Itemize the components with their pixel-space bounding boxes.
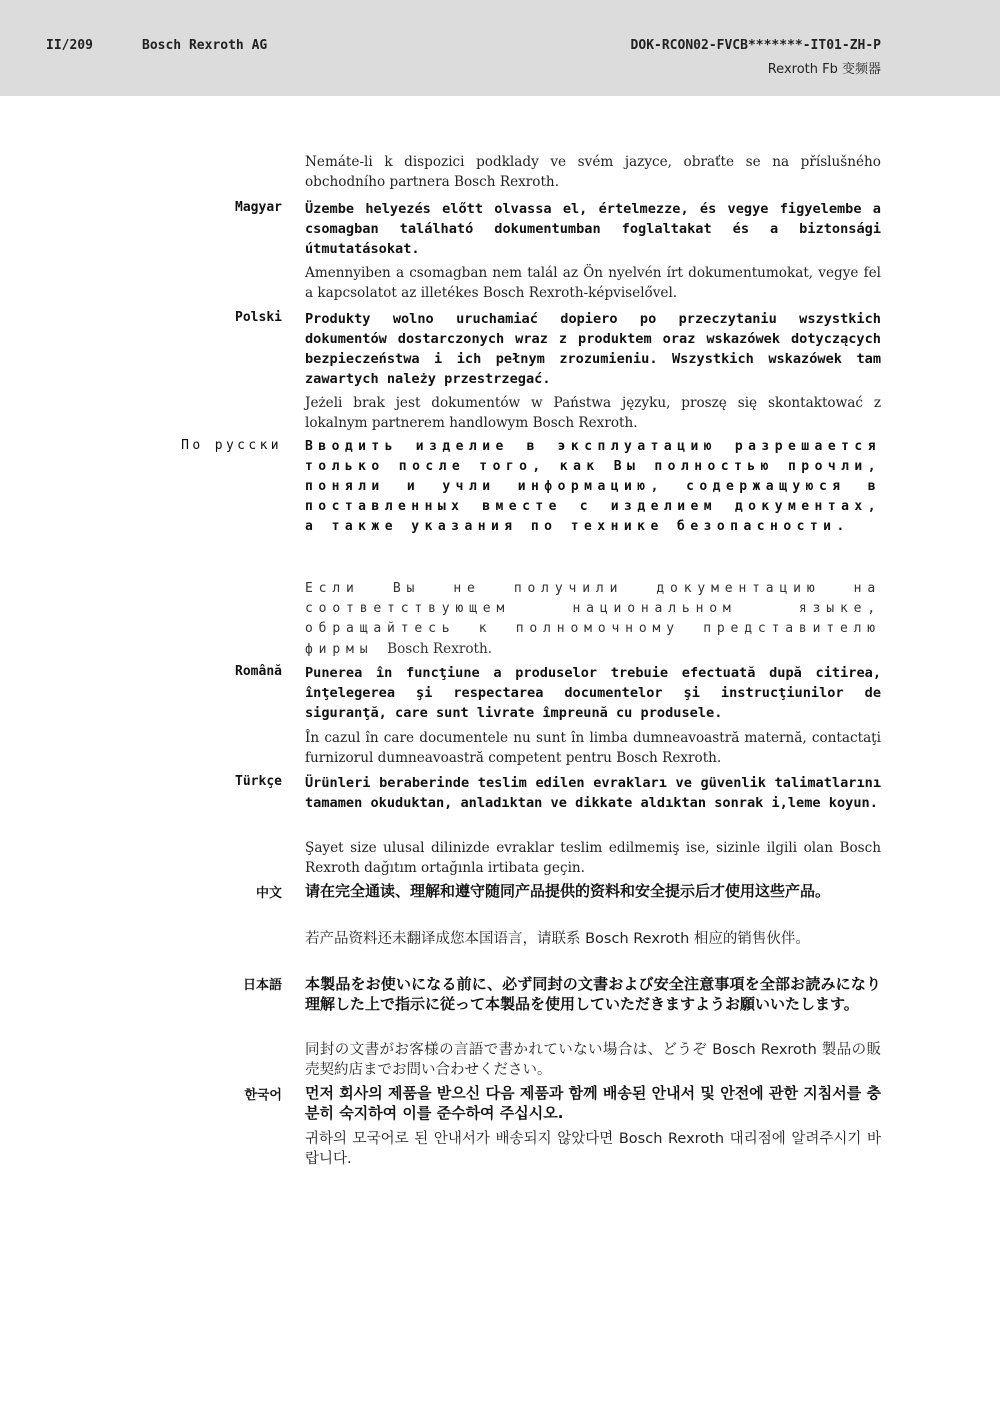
- instruction-russian: Вводить изделие в эксплуатацию разрешается только после того, как Вы полностью прочли, поняли и учли информацию, содержащуюся в поставленных вместе с изделием документах, а также указания по технике безопасности.: [305, 439, 881, 534]
- document-code: DOK-RCON02-FVCB*******-IT01-ZH-P: [630, 38, 881, 53]
- instruction-romana: Punerea în funcţiune a produselor trebuie efectuată după citirea, înţelegerea şi respectarea documentelor şi instrucţiunilor de siguranţă, care sunt livrate împreună cu produsele.: [305, 665, 881, 721]
- language-label-magyar: Magyar: [235, 200, 282, 215]
- instruction-japanese: 本製品をお使いになる前に、必ず同封の文書および安全注意事項を全部お読みになり理解した上で指示に従って本製品を使用していただきますようお願いいたします。: [305, 975, 881, 1013]
- instruction-polski: Produkty wolno uruchamiać dopiero po przeczytaniu wszystkich dokumentów dostarczonych wraz z produktem oraz wskazówek dotyczących bezpieczeństwa i ich pełnym zrozumieniu. Wszystkich wskazówek tam zawartych należy przestrzegać.: [305, 311, 881, 387]
- note-chinese: 若产品资料还未翻译成您本国语言，请联系 Bosch Rexroth 相应的销售伙伴。: [305, 931, 810, 947]
- note-romana: În cazul în care documentele nu sunt în limba dumneavoastră maternă, contactaţi furnizorul dumneavoastră competent pentru Bosch Rexroth.: [305, 730, 881, 766]
- instruction-korean: 먼저 회사의 제품을 받으신 다음 제품과 함께 배송된 안내서 및 안전에 관한 지침서를 충분히 숙지하여 이를 준수하여 주십시오.: [305, 1084, 881, 1122]
- note-russian-company: Bosch Rexroth.: [387, 641, 493, 657]
- note-japanese: 同封の文書がお客様の言語で書かれていない場合は、どうぞ Bosch Rexroth 製品の販売契約店までお問い合わせください。: [305, 1042, 881, 1078]
- note-russian-text: Если Вы не получили документацию на соответствующем национальном языке, обращайтесь к полномочному представителю фирмы: [305, 581, 881, 657]
- language-label-romana: Română: [235, 664, 282, 679]
- language-label-korean: 한국어: [244, 1088, 282, 1103]
- note-magyar: Amennyiben a csomagban nem talál az Ön nyelvén írt dokumentumokat, vegye fel a kapcsolatot az illetékes Bosch Rexroth-képviselővel.: [305, 265, 881, 301]
- company-name: Bosch Rexroth AG: [142, 38, 268, 53]
- instruction-magyar: Üzembe helyezés előtt olvassa el, értelmezze, és vegye figyelembe a csomagban található dokumentumban foglaltakat és a biztonsági útmutatásokat.: [305, 201, 881, 257]
- note-polski: Jeżeli brak jest dokumentów w Państwa języku, proszę się skontaktować z lokalnym partnerem handlowym Bosch Rexroth.: [305, 395, 881, 431]
- note-turkce: Şayet size ulusal dilinizde evraklar teslim edilmemiş ise, sizinle ilgili olan Bosch Rexroth dağıtım ortağınla irtibata geçin.: [305, 840, 881, 876]
- note-korean: 귀하의 모국어로 된 안내서가 배송되지 않았다면 Bosch Rexroth 대리점에 알려주시기 바랍니다.: [305, 1131, 881, 1167]
- language-label-turkce: Türkçe: [235, 774, 282, 789]
- language-label-chinese: 中文: [255, 886, 282, 901]
- instruction-turkce: Ürünleri beraberinde teslim edilen evrakları ve güvenlik talimatlarını tamamen okuduktan, anladıktan ve dikkate aldıktan sonrak i,leme koyun.: [305, 775, 881, 811]
- page-number: II/209: [46, 38, 93, 53]
- language-label-russian: По русски: [181, 438, 282, 453]
- language-label-polski: Polski: [235, 310, 282, 325]
- instruction-chinese: 请在完全通读、理解和遵守随同产品提供的资料和安全提示后才使用这些产品。: [305, 882, 831, 900]
- page-header: [0, 0, 1000, 96]
- note-russian: [305, 579, 881, 660]
- czech-note: Nemáte-li k dispozici podklady ve svém jazyce, obraťte se na příslušného obchodního partnera Bosch Rexroth.: [305, 154, 881, 190]
- language-label-japanese: 日本語: [242, 978, 282, 993]
- product-name: Rexroth Fb 变频器: [767, 62, 881, 77]
